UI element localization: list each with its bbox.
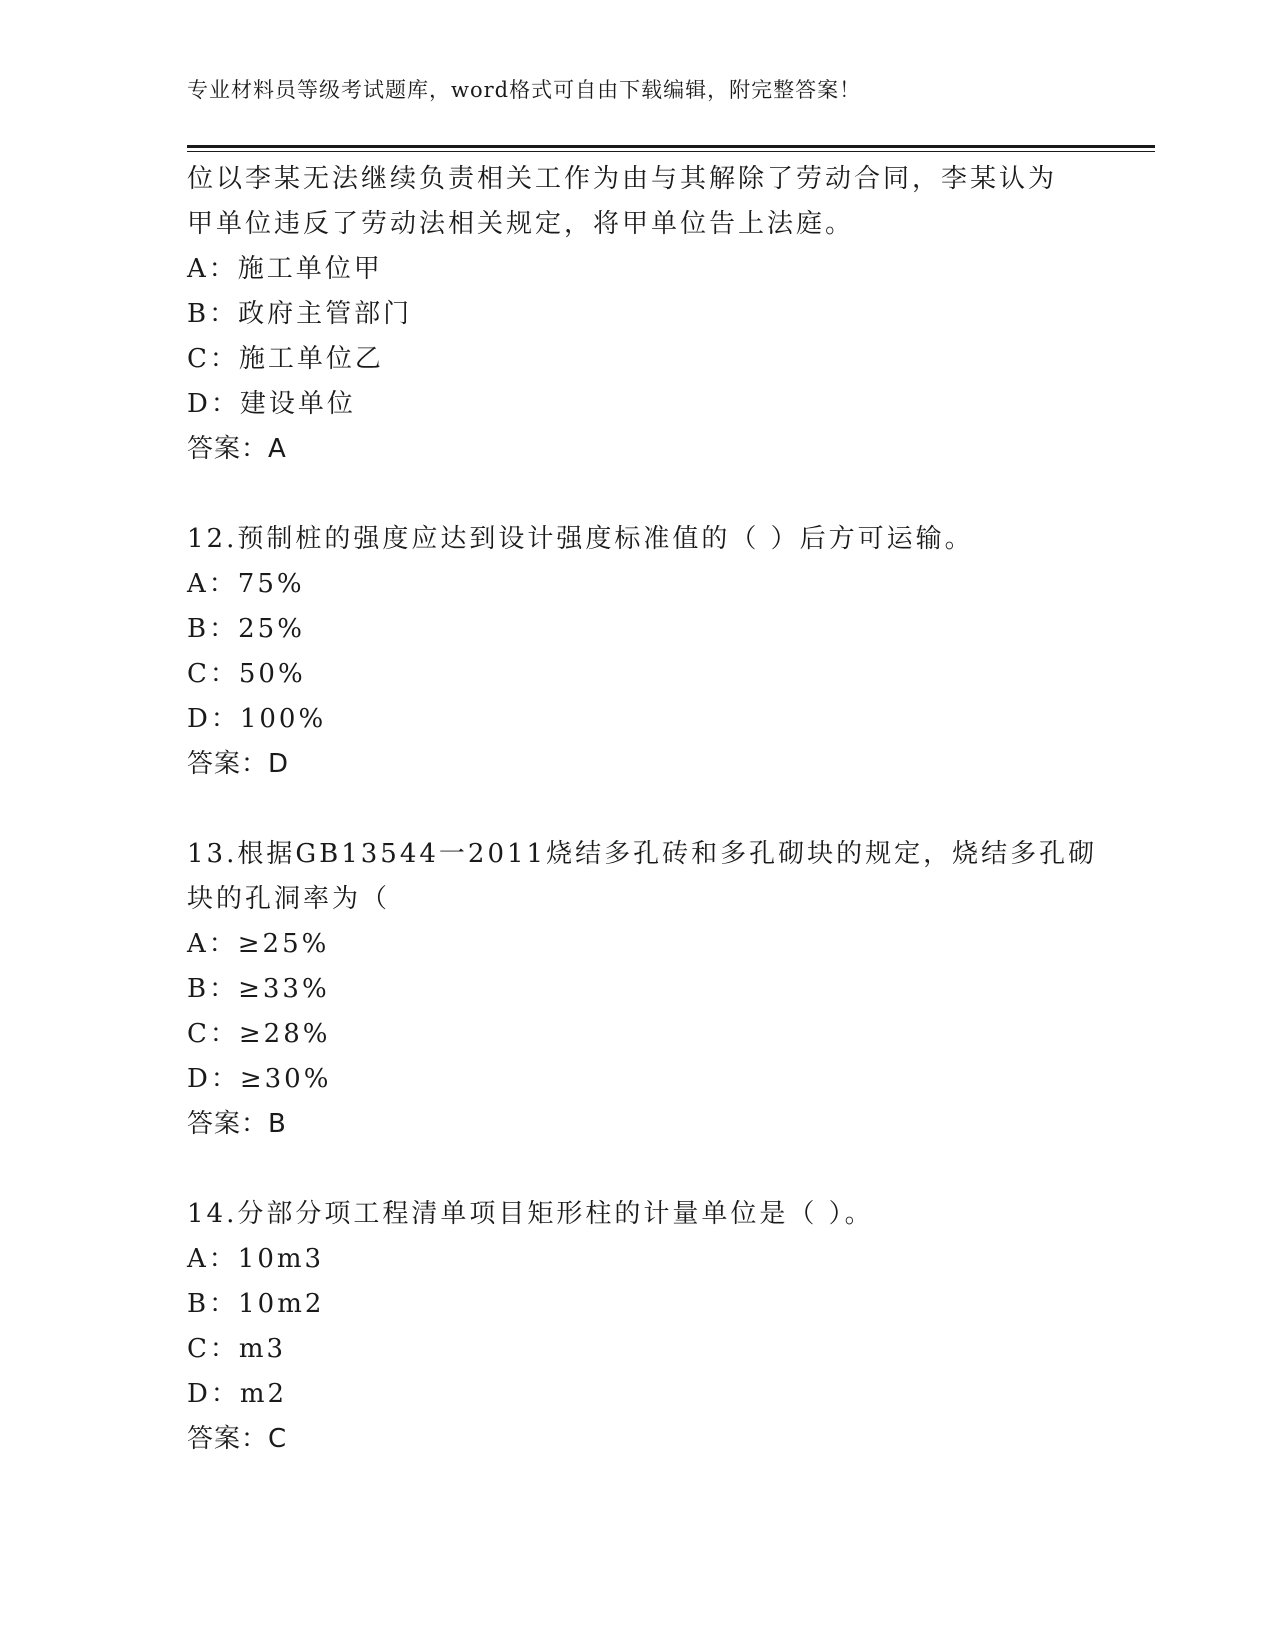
header-rule-thin [187,151,1155,152]
option-d: D：m2 [187,1379,288,1409]
question-stem-line: 块的孔洞率为（ [187,884,391,914]
option-c: C：施工单位乙 [187,344,384,374]
answer: 答案：C [187,1424,288,1454]
answer: 答案：B [187,1109,287,1139]
option-d: D：≥30% [187,1064,332,1094]
question-stem-line: 甲单位违反了劳动法相关规定，将甲单位告上法庭。 [187,209,855,239]
option-c: C：m3 [187,1334,287,1364]
option-b: B：≥33% [187,974,330,1004]
option-a: A：施工单位甲 [187,254,383,284]
question-stem-line: 位以李某无法继续负责相关工作为由与其解除了劳动合同，李某认为 [187,164,1058,194]
option-b: B：25% [187,614,305,644]
page-header: 专业材料员等级考试题库，word格式可自由下载编辑，附完整答案！ [187,78,862,102]
answer: 答案：A [187,434,287,464]
option-b: B：10m2 [187,1289,325,1319]
question-stem-line: 14.分部分项工程清单项目矩形柱的计量单位是（ ）。 [187,1199,874,1229]
header-rule-thick [187,145,1155,148]
answer: 答案：D [187,749,290,779]
option-a: A：10m3 [187,1244,325,1274]
option-a: A：75% [187,569,305,599]
option-c: C：50% [187,659,306,689]
option-d: D：建设单位 [187,389,356,419]
option-d: D：100% [187,704,327,734]
option-b: B：政府主管部门 [187,299,413,329]
question-stem-line: 12.预制桩的强度应达到设计强度标准值的（ ）后方可运输。 [187,524,974,554]
question-stem-line: 13.根据GB13544一2011烧结多孔砖和多孔砌块的规定，烧结多孔砌 [187,839,1098,869]
option-a: A：≥25% [187,929,330,959]
option-c: C：≥28% [187,1019,331,1049]
